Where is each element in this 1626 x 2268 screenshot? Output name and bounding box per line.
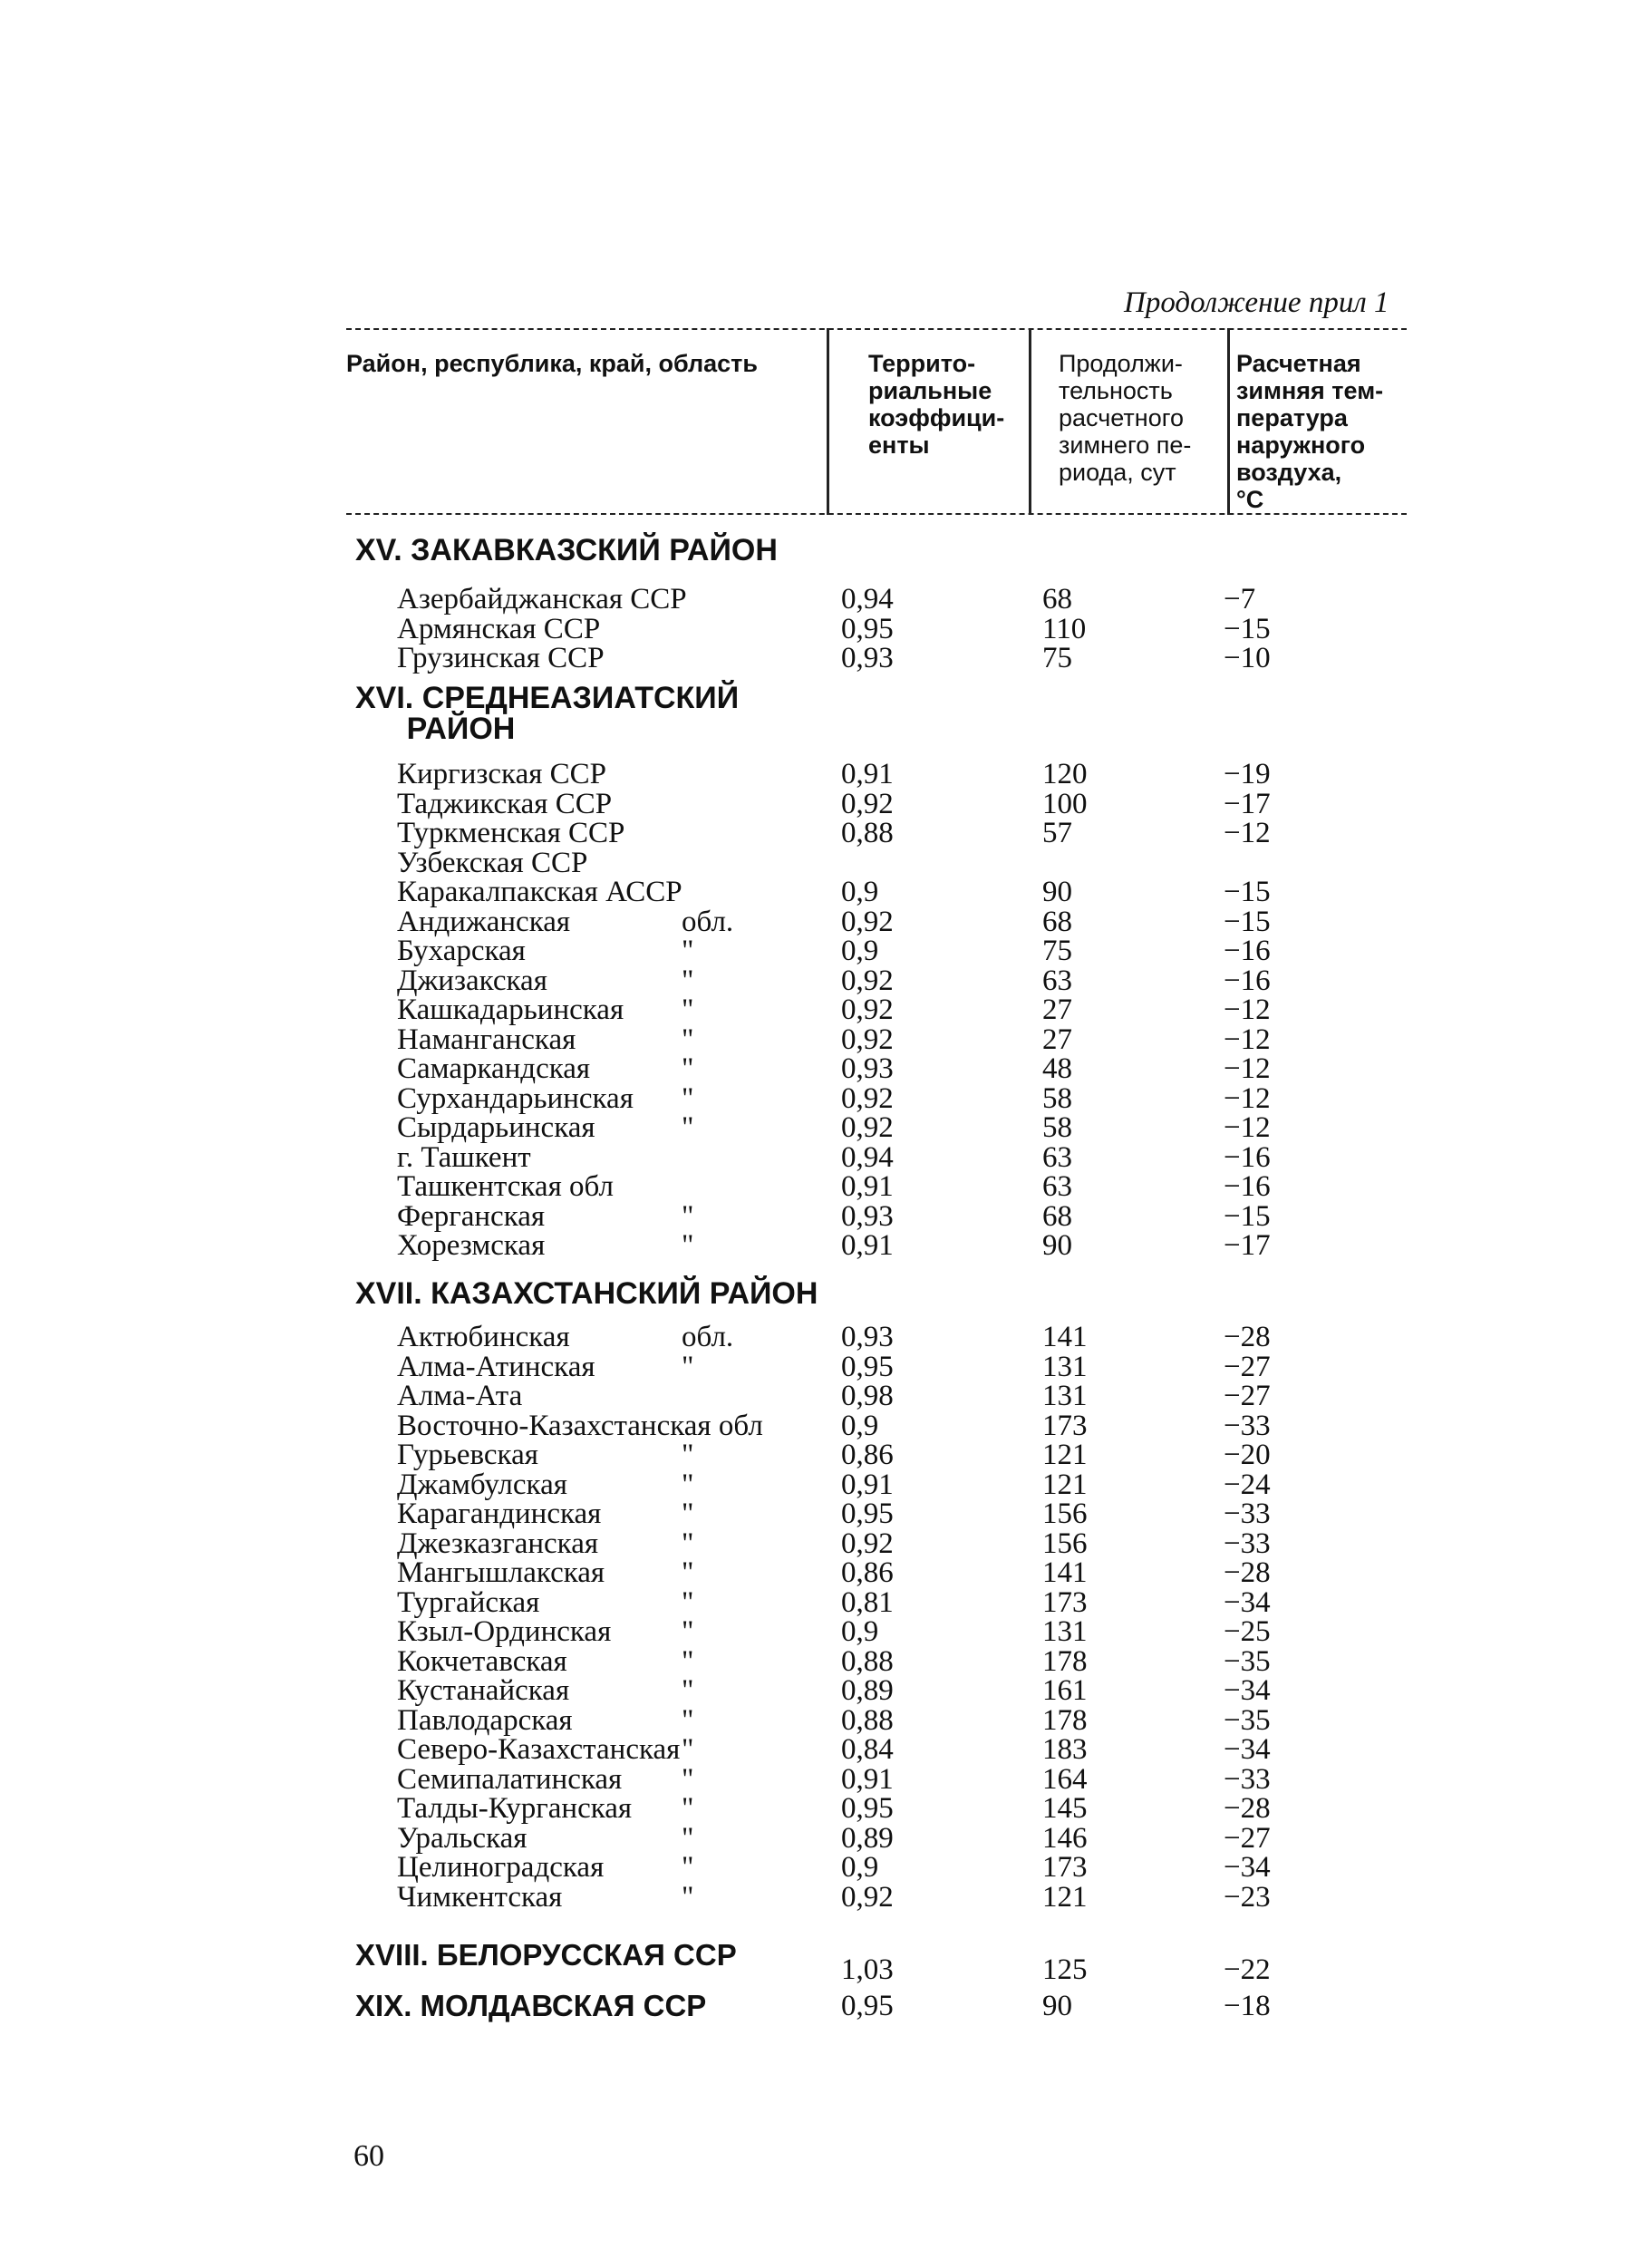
row-duration: 156 [1042, 1527, 1088, 1560]
row-temperature: −16 [1224, 1170, 1271, 1203]
row-unit: " [682, 1615, 694, 1648]
row-coefficient: 0,91 [841, 1229, 894, 1262]
row-name: Чимкентская [397, 1880, 563, 1914]
row-temperature: −34 [1224, 1585, 1271, 1619]
row-temperature: −22 [1224, 1953, 1271, 1986]
row-temperature: −18 [1224, 1990, 1271, 2022]
row-unit: " [682, 1733, 694, 1766]
row-duration: 161 [1042, 1674, 1088, 1707]
row-duration: 131 [1042, 1615, 1088, 1648]
row-duration: 121 [1042, 1880, 1088, 1914]
row-name: Ферганская [397, 1199, 546, 1233]
table-row [0, 1352, 1626, 1382]
row-duration: 100 [1042, 787, 1088, 820]
row-temperature: −16 [1224, 964, 1271, 997]
row-name: Алма-Ата [397, 1380, 523, 1412]
row-duration: 121 [1042, 1439, 1088, 1471]
row-name: Бухарская [397, 935, 526, 967]
row-duration: 145 [1042, 1792, 1088, 1825]
row-name: Кашкадарьинская [397, 993, 624, 1026]
row-name: Киргизская ССР [397, 758, 607, 790]
row-coefficient: 0,93 [841, 1052, 894, 1085]
table-row [0, 1439, 1626, 1470]
row-coefficient: 0,95 [841, 1792, 894, 1825]
table-row [0, 643, 1626, 674]
row-coefficient: 0,86 [841, 1439, 894, 1471]
table-row [0, 994, 1626, 1025]
row-unit: " [682, 1556, 694, 1589]
row-unit: обл. [682, 905, 734, 938]
table-row [0, 1053, 1626, 1084]
row-duration: 63 [1042, 1170, 1072, 1203]
row-name: Ташкентская обл [397, 1170, 614, 1203]
table-row [0, 584, 1626, 615]
row-temperature: −7 [1224, 583, 1256, 615]
row-name: Джизакская [397, 964, 547, 997]
table-row [0, 1410, 1626, 1441]
row-temperature: −15 [1224, 612, 1271, 645]
row-name: Кокчетавская [397, 1644, 567, 1678]
row-unit: " [682, 1199, 694, 1233]
row-unit: " [682, 1674, 694, 1707]
row-name: Каракалпакская АССР [397, 876, 682, 908]
row-unit: " [682, 1851, 694, 1884]
row-coefficient: 0,92 [841, 905, 894, 938]
row-name: Тургайская [397, 1585, 540, 1619]
row-temperature: −27 [1224, 1380, 1271, 1412]
table-row [0, 1705, 1626, 1736]
row-coefficient: 0,93 [841, 1321, 894, 1353]
row-duration: 173 [1042, 1585, 1088, 1619]
row-coefficient: 0,92 [841, 1023, 894, 1056]
row-temperature: −16 [1224, 935, 1271, 967]
column-divider-1 [827, 328, 829, 515]
row-duration: 75 [1042, 935, 1072, 967]
row-name: Алма-Атинская [397, 1350, 595, 1383]
table-row [0, 1557, 1626, 1588]
row-duration: 125 [1042, 1953, 1088, 1986]
row-coefficient: 0,95 [841, 1350, 894, 1383]
row-duration: 121 [1042, 1468, 1088, 1501]
row-name: Актюбинская [397, 1321, 570, 1353]
row-temperature: −33 [1224, 1497, 1271, 1530]
row-duration: 131 [1042, 1350, 1088, 1383]
header-coefficients: Террито- риальные коэффици- енты [868, 350, 1005, 459]
row-temperature: −27 [1224, 1350, 1271, 1383]
row-name: Узбекская ССР [397, 846, 588, 879]
row-coefficient: 0,86 [841, 1556, 894, 1589]
row-duration: 90 [1042, 1229, 1072, 1262]
header-temperature: Расчетная зимняя тем- пература наружного воздуха, °С [1236, 350, 1384, 513]
page-number: 60 [353, 2139, 384, 2173]
row-temperature: −28 [1224, 1321, 1271, 1353]
row-temperature: −17 [1224, 787, 1271, 820]
row-temperature: −34 [1224, 1674, 1271, 1707]
table-row [0, 1587, 1626, 1618]
row-temperature: −15 [1224, 1199, 1271, 1233]
row-temperature: −33 [1224, 1409, 1271, 1442]
row-coefficient: 0,95 [841, 1497, 894, 1530]
table-row [0, 1991, 1626, 2021]
row-name: Восточно-Казахстанская обл [397, 1409, 763, 1442]
row-name: Гурьевская [397, 1439, 538, 1471]
table-row [0, 1882, 1626, 1913]
row-coefficient: 0,92 [841, 1111, 894, 1144]
section-title: XVIII. БЕЛОРУССКАЯ ССР [355, 1938, 737, 1972]
row-duration: 68 [1042, 1199, 1072, 1233]
row-name: Талды-Курганская [397, 1792, 633, 1825]
row-duration: 173 [1042, 1851, 1088, 1884]
row-temperature: −12 [1224, 1023, 1271, 1056]
header-region: Район, республика, край, область [346, 350, 758, 377]
row-coefficient: 0,91 [841, 758, 894, 790]
table-top-rule [346, 328, 1407, 330]
row-duration: 141 [1042, 1556, 1088, 1589]
row-unit: обл. [682, 1321, 734, 1353]
section-title: XVII. КАЗАХСТАНСКИЙ РАЙОН [355, 1276, 818, 1311]
row-coefficient: 0,92 [841, 787, 894, 820]
row-unit: " [682, 1229, 694, 1262]
row-temperature: −12 [1224, 1081, 1271, 1115]
row-unit: " [682, 993, 694, 1026]
column-divider-3 [1227, 328, 1230, 515]
row-name: Кустанайская [397, 1674, 570, 1707]
row-unit: " [682, 1111, 694, 1144]
row-duration: 63 [1042, 1140, 1072, 1174]
row-name: г. Ташкент [397, 1140, 531, 1174]
table-header-bottom-rule [346, 513, 1407, 515]
row-duration: 58 [1042, 1081, 1072, 1115]
row-unit: " [682, 964, 694, 997]
row-coefficient: 0,92 [841, 1081, 894, 1115]
row-coefficient: 0,81 [841, 1585, 894, 1619]
row-name: Самаркандская [397, 1052, 591, 1085]
row-unit: " [682, 1527, 694, 1560]
row-duration: 110 [1042, 612, 1087, 645]
row-unit: " [682, 1644, 694, 1678]
row-temperature: −10 [1224, 642, 1271, 674]
row-name: Андижанская [397, 905, 571, 938]
row-temperature: −33 [1224, 1762, 1271, 1796]
row-duration: 63 [1042, 964, 1072, 997]
row-coefficient: 0,92 [841, 1880, 894, 1914]
row-duration: 156 [1042, 1497, 1088, 1530]
row-temperature: −34 [1224, 1851, 1271, 1884]
table-row [0, 906, 1626, 937]
table-row [0, 614, 1626, 645]
row-coefficient: 0,92 [841, 964, 894, 997]
row-temperature: −23 [1224, 1880, 1271, 1914]
row-temperature: −33 [1224, 1527, 1271, 1560]
row-unit: " [682, 1023, 694, 1056]
row-duration: 90 [1042, 876, 1072, 908]
table-row [0, 1734, 1626, 1765]
row-temperature: −35 [1224, 1703, 1271, 1737]
table-row [0, 1201, 1626, 1232]
row-temperature: −20 [1224, 1439, 1271, 1471]
table-row [0, 877, 1626, 907]
row-temperature: −15 [1224, 876, 1271, 908]
row-duration: 27 [1042, 993, 1072, 1026]
table-row [0, 789, 1626, 819]
table-row [0, 1498, 1626, 1529]
row-unit: " [682, 1762, 694, 1796]
row-coefficient: 0,88 [841, 1644, 894, 1678]
row-duration: 48 [1042, 1052, 1072, 1085]
row-unit: " [682, 1792, 694, 1825]
row-coefficient: 0,9 [841, 876, 879, 908]
table-row [0, 1112, 1626, 1143]
row-unit: " [682, 1350, 694, 1383]
row-duration: 90 [1042, 1990, 1072, 2022]
row-coefficient: 0,84 [841, 1733, 894, 1766]
row-temperature: −27 [1224, 1821, 1271, 1855]
row-temperature: −12 [1224, 1052, 1271, 1085]
row-name: Карагандинская [397, 1497, 602, 1530]
row-duration: 75 [1042, 642, 1072, 674]
row-coefficient: 0,91 [841, 1762, 894, 1796]
row-duration: 131 [1042, 1380, 1088, 1412]
column-divider-2 [1029, 328, 1031, 515]
row-name: Семипалатинская [397, 1762, 623, 1796]
row-name: Джезказганская [397, 1527, 599, 1560]
row-name: Сырдарьинская [397, 1111, 595, 1144]
table-row [0, 1852, 1626, 1883]
row-duration: 173 [1042, 1409, 1088, 1442]
row-coefficient: 0,95 [841, 612, 894, 645]
section-title: XIX. МОЛДАВСКАЯ ССР [355, 1989, 707, 2022]
table-row [0, 1616, 1626, 1647]
row-unit: " [682, 1880, 694, 1914]
row-coefficient: 0,92 [841, 993, 894, 1026]
row-duration: 178 [1042, 1703, 1088, 1737]
row-coefficient: 0,92 [841, 1527, 894, 1560]
row-name: Таджикская ССР [397, 787, 613, 820]
row-temperature: −28 [1224, 1556, 1271, 1589]
row-coefficient: 0,9 [841, 1615, 879, 1648]
row-name: Армянская ССР [397, 612, 601, 645]
row-temperature: −25 [1224, 1615, 1271, 1648]
row-duration: 164 [1042, 1762, 1088, 1796]
row-name: Павлодарская [397, 1703, 573, 1737]
caption: Продолжение прил 1 [1124, 286, 1389, 319]
row-name: Уральская [397, 1821, 527, 1855]
table-row [0, 1142, 1626, 1173]
table-row [0, 965, 1626, 996]
table-row [0, 1083, 1626, 1114]
row-duration: 68 [1042, 905, 1072, 938]
row-temperature: −34 [1224, 1733, 1271, 1766]
table-row [0, 1469, 1626, 1500]
table-row [0, 759, 1626, 790]
row-temperature: −28 [1224, 1792, 1271, 1825]
row-name: Туркменская ССР [397, 817, 625, 849]
row-duration: 27 [1042, 1023, 1072, 1056]
table-row [0, 1938, 1626, 1986]
row-coefficient: 0,94 [841, 583, 894, 615]
table-row [0, 1823, 1626, 1854]
row-unit: " [682, 1821, 694, 1855]
table-row [0, 1528, 1626, 1559]
row-name: Целиноградская [397, 1851, 605, 1884]
row-coefficient: 0,88 [841, 817, 894, 849]
table-row [0, 848, 1626, 878]
row-temperature: −35 [1224, 1644, 1271, 1678]
row-coefficient: 0,89 [841, 1821, 894, 1855]
row-temperature: −12 [1224, 993, 1271, 1026]
row-duration: 57 [1042, 817, 1072, 849]
row-coefficient: 0,98 [841, 1380, 894, 1412]
row-name: Хорезмская [397, 1229, 546, 1262]
row-coefficient: 0,89 [841, 1674, 894, 1707]
row-coefficient: 0,91 [841, 1468, 894, 1501]
row-temperature: −24 [1224, 1468, 1271, 1501]
row-unit: " [682, 1052, 694, 1085]
row-temperature: −12 [1224, 817, 1271, 849]
section-title: XV. ЗАКАВКАЗСКИЙ РАЙОН [355, 533, 778, 567]
row-unit: " [682, 1439, 694, 1471]
table-row [0, 1764, 1626, 1795]
row-duration: 141 [1042, 1321, 1088, 1353]
row-name: Сурхандарьинская [397, 1081, 634, 1115]
row-coefficient: 0,93 [841, 642, 894, 674]
row-coefficient: 0,94 [841, 1140, 894, 1174]
table-row [0, 1230, 1626, 1261]
row-temperature: −12 [1224, 1111, 1271, 1144]
row-coefficient: 0,91 [841, 1170, 894, 1203]
row-unit: " [682, 1081, 694, 1115]
row-name: Грузинская ССР [397, 642, 605, 674]
table-row [0, 1171, 1626, 1202]
header-duration: Продолжи- тельность расчетного зимнего пе- риода, сут [1059, 350, 1192, 486]
table-row [0, 1322, 1626, 1352]
row-name: Наманганская [397, 1023, 576, 1056]
row-coefficient: 0,9 [841, 1409, 879, 1442]
row-unit: " [682, 935, 694, 967]
row-coefficient: 0,9 [841, 1851, 879, 1884]
row-name: Мангышлакская [397, 1556, 605, 1589]
table-row [0, 818, 1626, 848]
row-name: Азербайджанская ССР [397, 583, 687, 615]
row-name: Кзыл-Ординская [397, 1615, 612, 1648]
table-row [0, 1381, 1626, 1411]
table-row [0, 1646, 1626, 1677]
row-duration: 120 [1042, 758, 1088, 790]
table-row [0, 935, 1626, 966]
table-row [0, 1793, 1626, 1824]
row-duration: 183 [1042, 1733, 1088, 1766]
row-coefficient: 0,93 [841, 1199, 894, 1233]
row-name: Северо-Казахстанская [397, 1733, 681, 1766]
row-coefficient: 0,95 [841, 1990, 894, 2022]
row-temperature: −19 [1224, 758, 1271, 790]
row-temperature: −16 [1224, 1140, 1271, 1174]
row-unit: " [682, 1497, 694, 1530]
row-coefficient: 1,03 [841, 1953, 894, 1986]
row-unit: " [682, 1468, 694, 1501]
section-title: XVI. СРЕДНЕАЗИАТСКИЙ РАЙОН [355, 681, 740, 746]
row-unit: " [682, 1703, 694, 1737]
row-name: Джамбулская [397, 1468, 567, 1501]
row-duration: 58 [1042, 1111, 1072, 1144]
row-duration: 178 [1042, 1644, 1088, 1678]
row-duration: 68 [1042, 583, 1072, 615]
table-row [0, 1024, 1626, 1055]
table-row [0, 1675, 1626, 1706]
row-temperature: −17 [1224, 1229, 1271, 1262]
row-coefficient: 0,88 [841, 1703, 894, 1737]
row-duration: 146 [1042, 1821, 1088, 1855]
row-unit: " [682, 1585, 694, 1619]
row-temperature: −15 [1224, 905, 1271, 938]
row-coefficient: 0,9 [841, 935, 879, 967]
